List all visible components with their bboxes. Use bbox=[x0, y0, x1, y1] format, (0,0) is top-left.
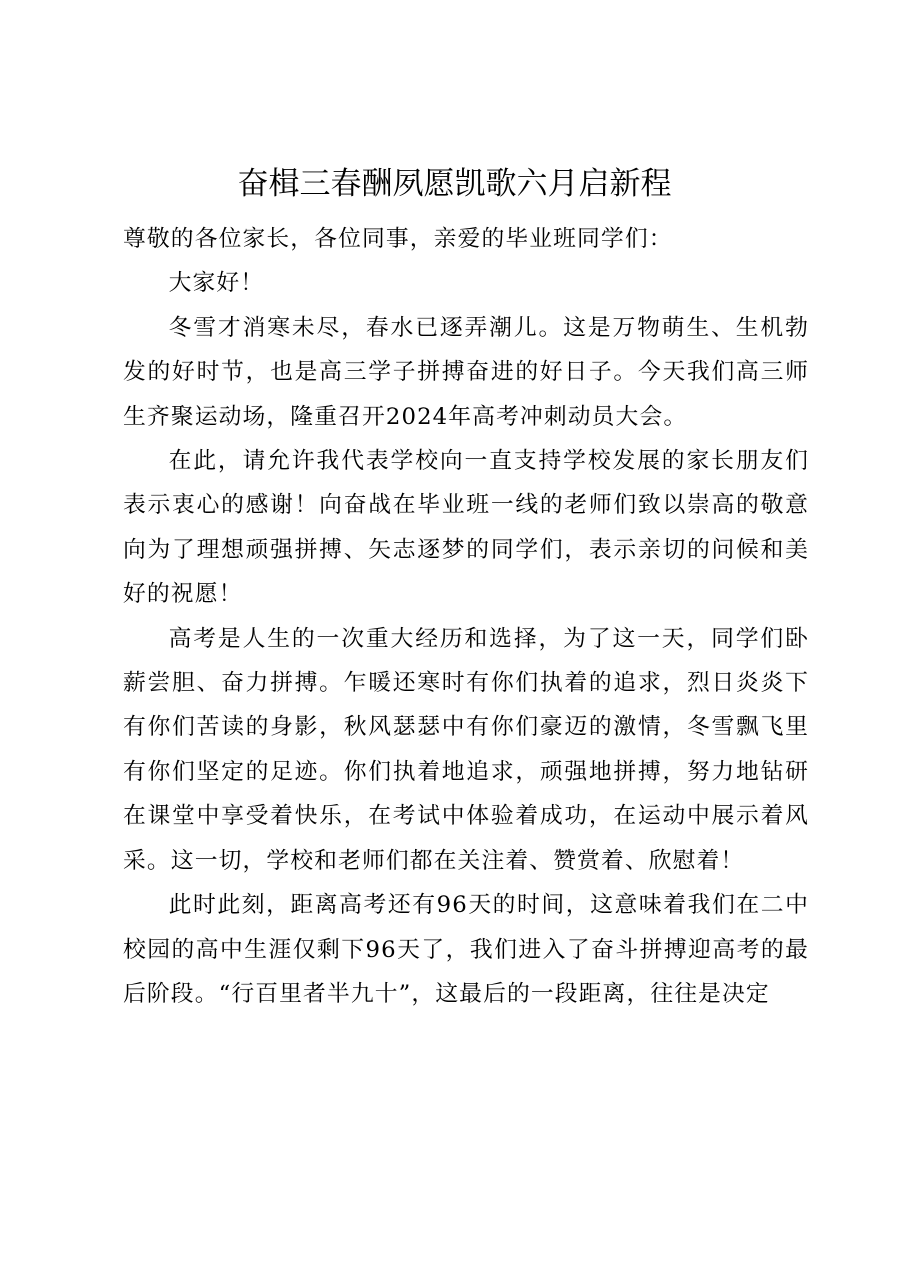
paragraph-greeting: 大家好！ bbox=[168, 270, 265, 297]
paragraph-opening: 冬雪才消寒未尽，春水已逐弄潮儿。这是万物萌生、生机勃发的好时节，也是高三学子拼搏奋进的好日子。今天我们高三师生齐聚运动场，隆重召开2024年高考冲刺动员大会。 bbox=[123, 314, 809, 430]
document-title: 奋楫三春酬夙愿凯歌六月启新程 bbox=[237, 166, 672, 202]
document-body bbox=[123, 217, 809, 1016]
paragraph-effort: 高考是人生的一次重大经历和选择，为了这一天，同学们卧薪尝胆、奋力拼搏。乍暖还寒时有你们执着的追求，烈日炎炎下有你们苦读的身影，秋风瑟瑟中有你们豪迈的激情，冬雪飘飞里有你们坚定的足迹。你们执着地追求，顽强地拼搏，努力地钻研在课堂中享受着快乐，在考试中体验着成功，在运动中展示着风采。这一切，学校和老师们都在关注着、赞赏着、欣慰着！ bbox=[123, 625, 809, 874]
salutation: 尊敬的各位家长，各位同事，亲爱的毕业班同学们： bbox=[123, 226, 673, 252]
paragraph-countdown: 此时此刻，距离高考还有96天的时间，这意味着我们在二中校园的高中生涯仅剩下96天了，我们进入了奋斗拼搏迎高考的最后阶段。“行百里者半九十”，这最后的一段距离，往往是决定 bbox=[123, 892, 809, 1007]
paragraph-thanks: 在此，请允许我代表学校向一直支持学校发展的家长朋友们表示衷心的感谢！向奋战在毕业班一线的老师们致以崇高的敬意向为了理想顽强拼搏、矢志逐梦的同学们，表示亲切的问候和美好的祝愿！ bbox=[123, 448, 809, 608]
